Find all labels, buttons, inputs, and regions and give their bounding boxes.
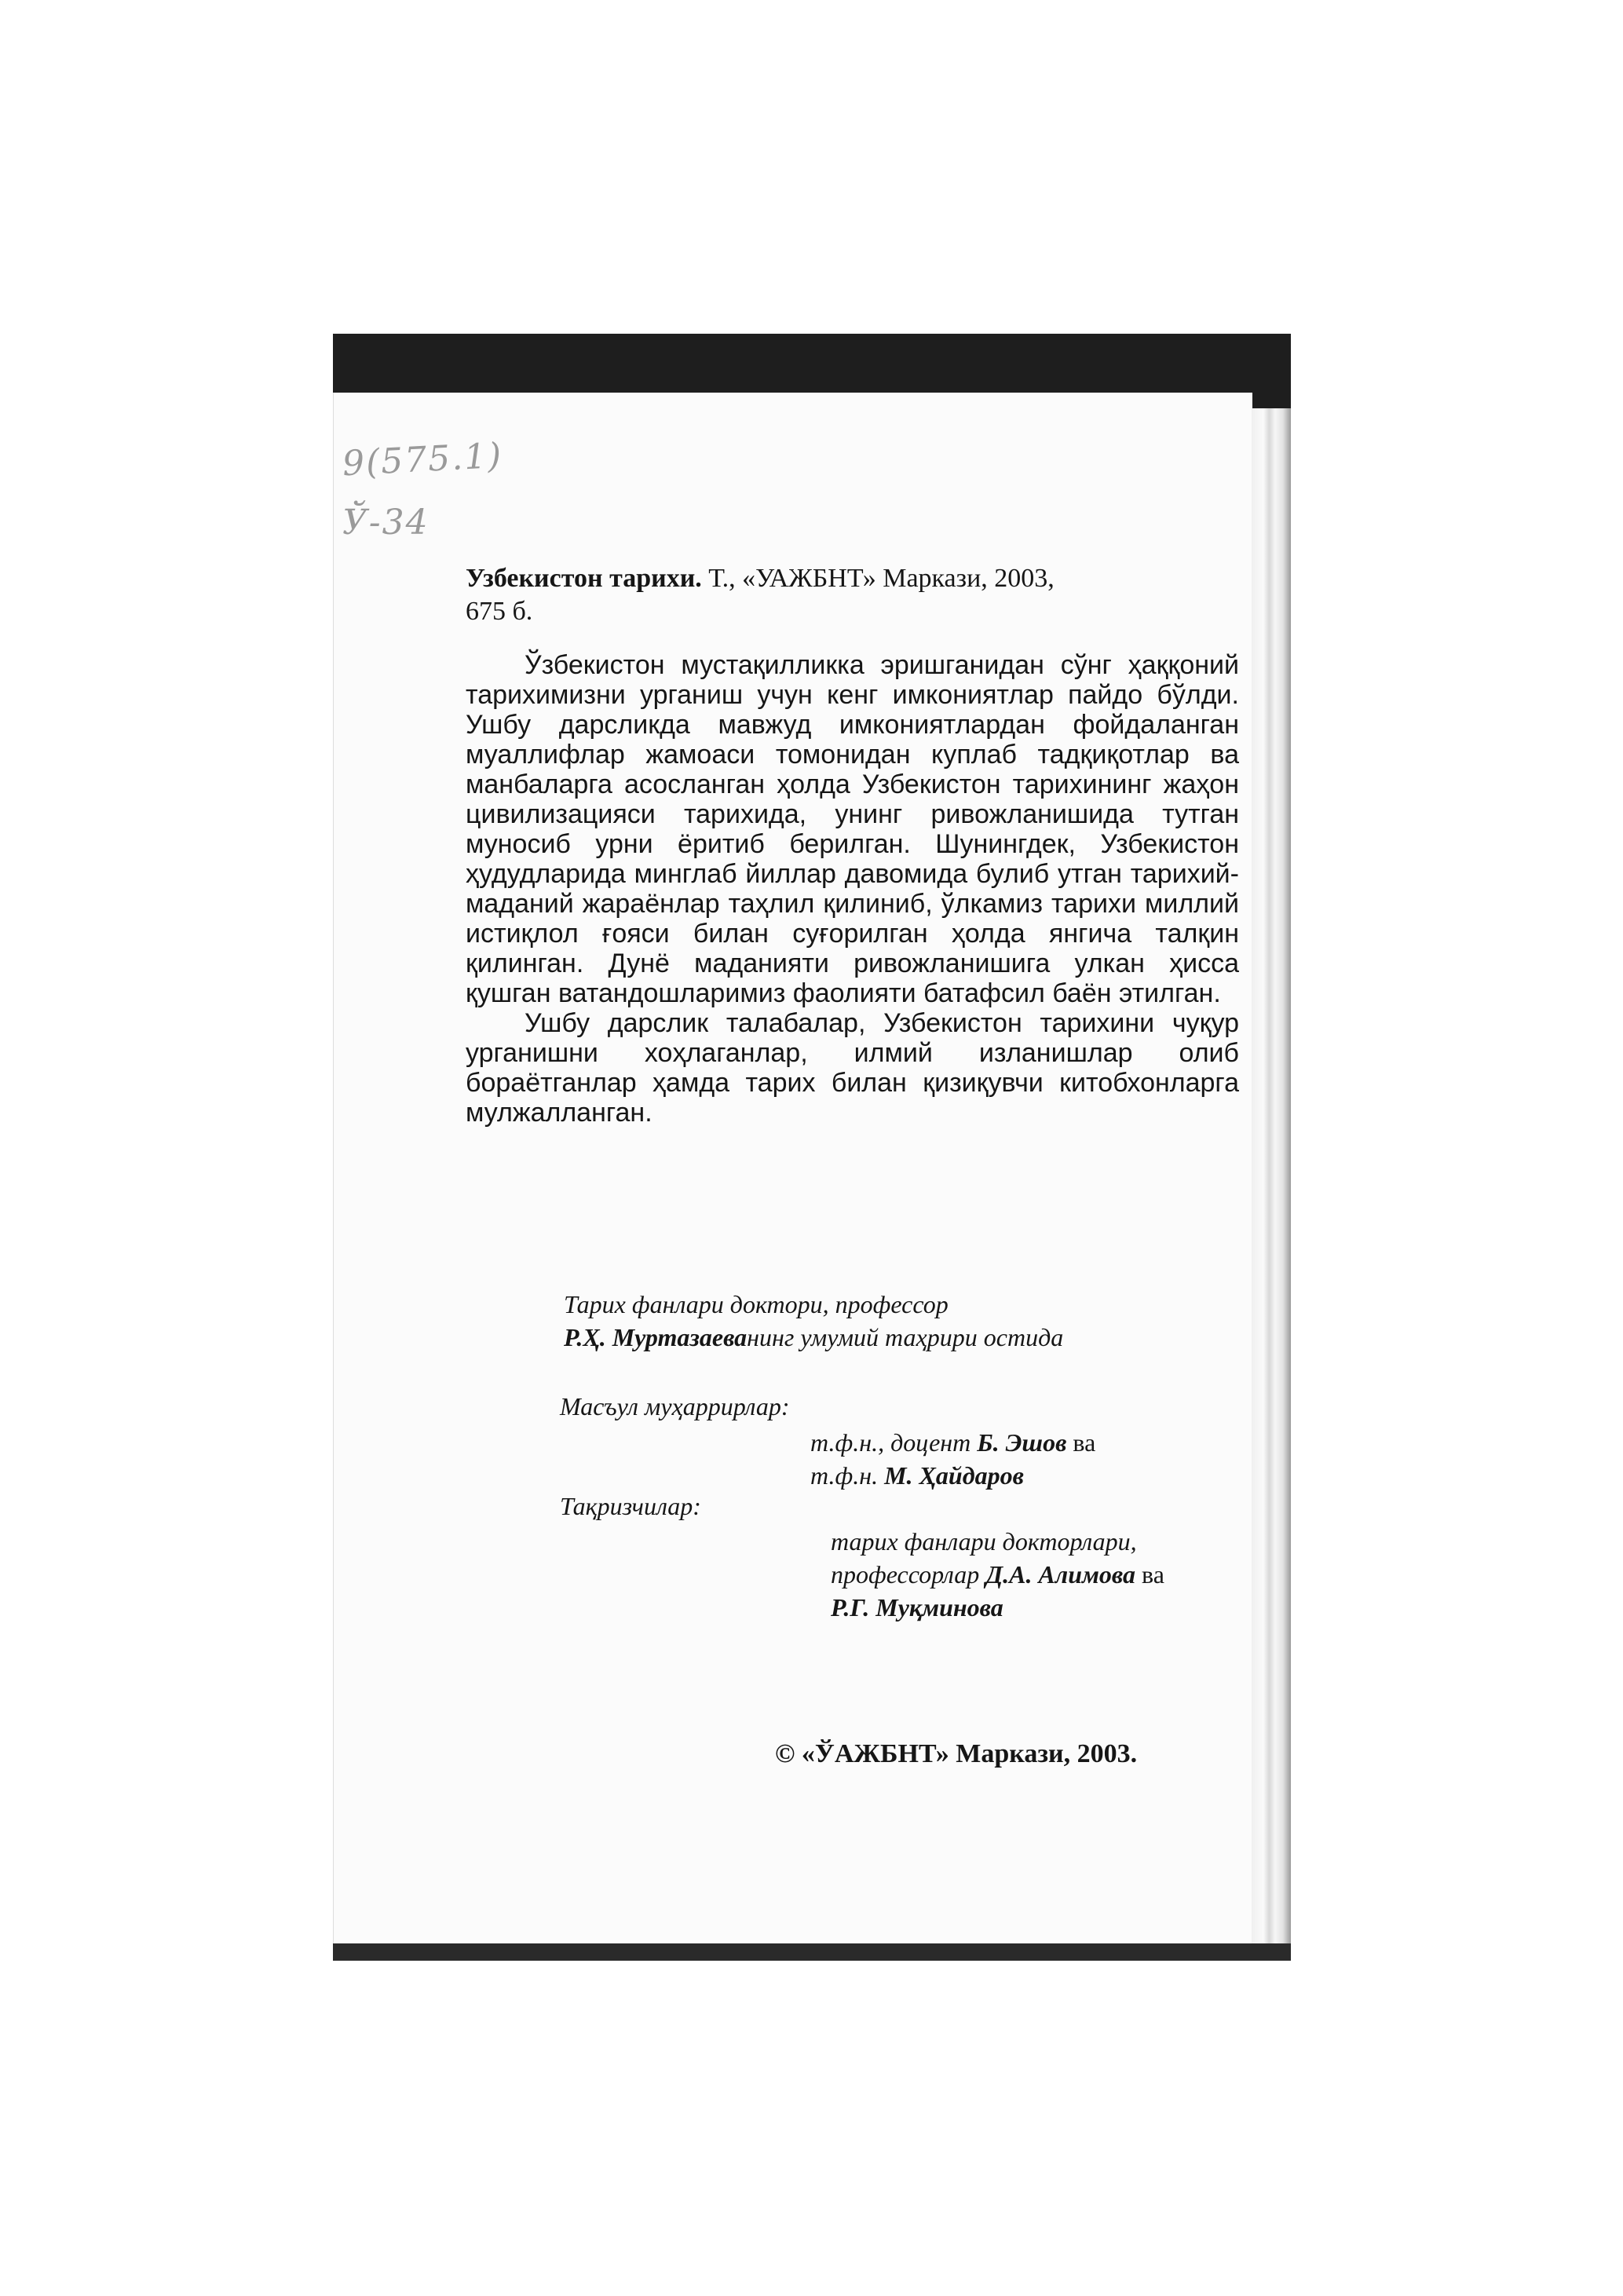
reviewer-1-name: Д.А. Алимова bbox=[985, 1560, 1135, 1589]
editor-2-name: М. Ҳайдаров bbox=[884, 1461, 1024, 1490]
responsible-editors-label: Масъул муҳаррирлар: bbox=[560, 1392, 790, 1420]
reviewers-label: Тақризчилар: bbox=[560, 1492, 701, 1520]
reviewers bbox=[831, 1525, 1164, 1624]
editor-2-degree: т.ф.н. bbox=[810, 1461, 885, 1490]
conjunction: ва bbox=[1066, 1428, 1096, 1457]
abstract-paragraph: Ўзбекистон мустақилликка эришганидан сўнг ҳаққоний тарихимизни урганиш учун кенг имкониятлар пайдо бўлди. Ушбу дарсликда мавжуд имкониятлардан фойдаланган муаллифлар жамоаси томонидан куплаб тадқиқотлар ва манбаларга асосланган ҳолда Узбекистон тарихининг жаҳон цивилизацияси тарихида, унинг ривожланишида тутган муносиб урни ёритиб берилган. Шунингдек, Узбекистон ҳудудларида минглаб йиллар давомида булиб утган тарихий-маданий жараёнлар таҳлил қилиниб, ўлкамиз тарихи миллий истиқлол ғояси билан суғорилган ҳолда янгича талқин қилинган. Дунё маданияти ривожланишига улкан ҳисса қушган ватандошларимиз фаолияти батафсил баён этилган. bbox=[466, 650, 1239, 1008]
editor-line bbox=[564, 1321, 1215, 1354]
editor-1-name: Б. Эшов bbox=[977, 1428, 1067, 1457]
imprint: Т., «УАЖБНТ» Маркази, 2003, bbox=[701, 564, 1055, 593]
bibliographic-record bbox=[466, 562, 1239, 628]
reviewer-2-name: Р.Г. Муқминова bbox=[831, 1593, 1003, 1621]
responsible-editor-1 bbox=[810, 1426, 1095, 1459]
editor-name: Р.Ҳ. Муртазаева bbox=[564, 1323, 748, 1351]
abstract bbox=[466, 650, 1239, 1128]
page-count: 675 б. bbox=[466, 597, 533, 626]
editor-role: нинг умумий таҳрири остида bbox=[747, 1323, 1064, 1351]
editor-1-degree: т.ф.н., доцент bbox=[810, 1428, 978, 1457]
library-author-mark: Ў-34 bbox=[342, 503, 430, 543]
responsible-editors bbox=[810, 1426, 1095, 1492]
library-shelf-mark: 9(575.1) bbox=[341, 435, 504, 484]
abstract-paragraph: Ушбу дарслик талабалар, Узбекистон тарихини чуқур урганишни хоҳлаганлар, илмий изланишлар олиб бораётганлар ҳамда тарих билан қизиқувчи китобхонларга мулжалланган. bbox=[466, 1008, 1239, 1128]
editor-credentials: Тарих фанлари доктори, профессор bbox=[564, 1290, 949, 1318]
reviewers-rank: профессорлар bbox=[831, 1560, 986, 1589]
responsible-editor-2 bbox=[810, 1459, 1095, 1492]
book-title: Узбекистон тарихи. bbox=[466, 564, 702, 593]
reviewer-line bbox=[831, 1558, 1164, 1591]
reviewers-credentials: тарих фанлари докторлари, bbox=[831, 1527, 1137, 1556]
copyright-notice: © «ЎАЖБНТ» Маркази, 2003. bbox=[775, 1739, 1138, 1768]
page-edges bbox=[1252, 408, 1291, 1959]
scan-bottom-edge bbox=[333, 1943, 1291, 1961]
conjunction: ва bbox=[1135, 1560, 1164, 1589]
general-editor bbox=[564, 1288, 1215, 1354]
